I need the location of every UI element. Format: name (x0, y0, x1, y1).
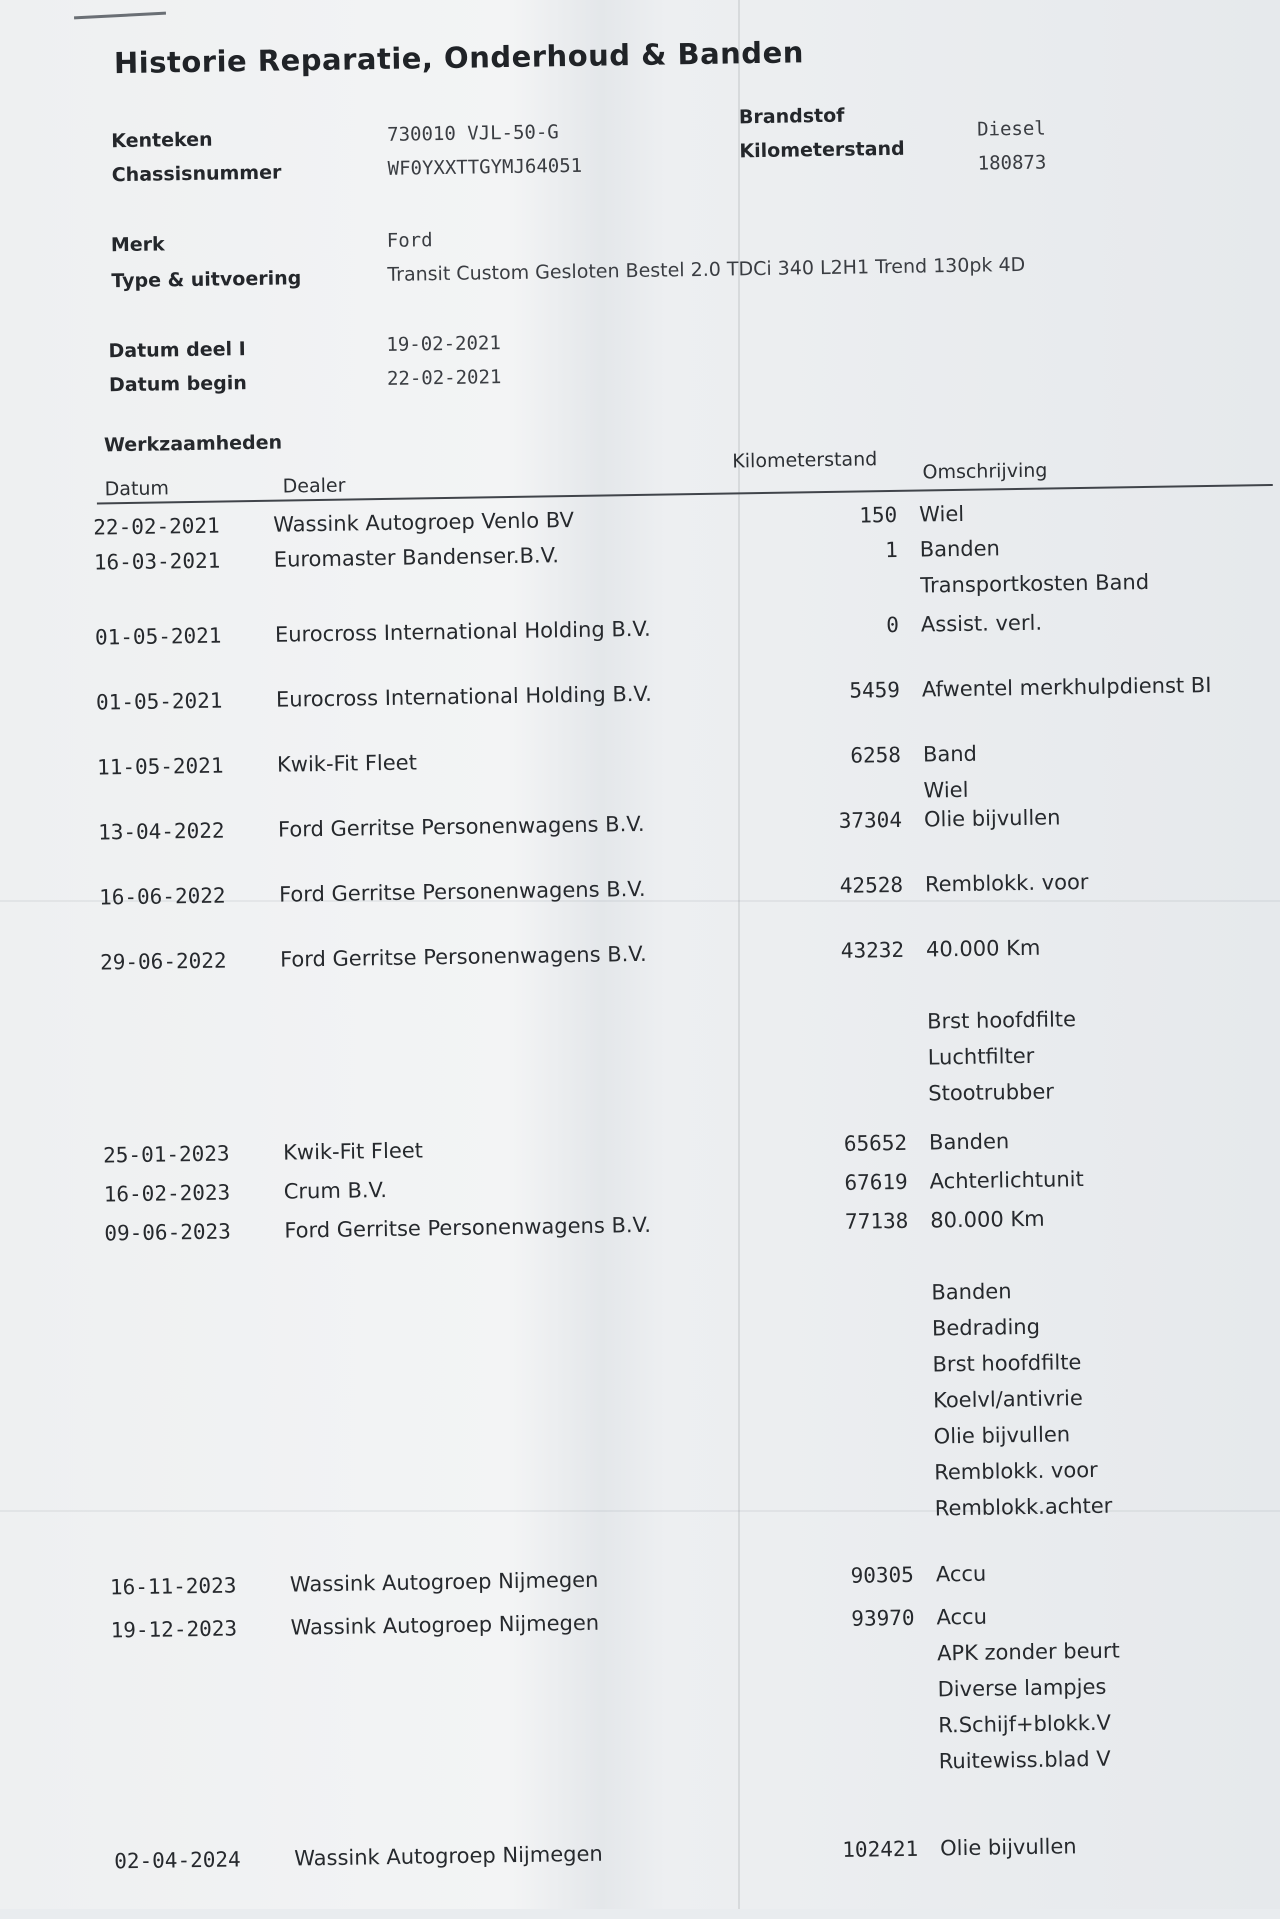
omschrijving-line: APK zonder beurt (936, 1638, 1120, 1666)
row-kilometerstand: 5459 (849, 677, 901, 703)
row-omschrijving (919, 526, 1260, 603)
row-date: 16-02-2023 (103, 1180, 231, 1207)
row-dealer: Ford Gerritse Personenwagens B.V. (284, 1212, 652, 1243)
omschrijving-line: Remblokk. voor (934, 1457, 1098, 1485)
datum-begin-label: Datum begin (108, 372, 247, 397)
table-row (0, 735, 1277, 803)
row-omschrijving (922, 666, 1263, 707)
row-omschrijving (929, 1119, 1270, 1160)
brandstof-label: Brandstof (738, 104, 845, 129)
omschrijving-line: Brst hoofdfilte (932, 1350, 1082, 1377)
omschrijving-line: Band (922, 741, 978, 767)
row-dealer: Kwik-Fit Fleet (282, 1138, 424, 1165)
table-row (10, 1598, 1280, 1774)
row-kilometerstand: 77138 (844, 1208, 909, 1234)
omschrijving-line: R.Schijf+blokk.V (938, 1710, 1112, 1738)
row-dealer: Wassink Autogroep Nijmegen (289, 1567, 599, 1597)
omschrijving-line (926, 962, 1267, 1003)
table-row (3, 1123, 1280, 1168)
row-kilometerstand: 67619 (844, 1169, 908, 1195)
row-kilometerstand: 90305 (850, 1562, 915, 1588)
chassisnummer-value: WF0YXXTTGYMJ64051 (387, 154, 583, 180)
row-kilometerstand: 1 (884, 537, 898, 563)
row-dealer: Kwik-Fit Fleet (276, 750, 418, 777)
omschrijving-line: Assist. verl. (920, 610, 1043, 637)
row-date: 19-12-2023 (110, 1616, 238, 1643)
kenteken-label: Kenteken (111, 128, 213, 153)
table-row (0, 670, 1276, 715)
brandstof-value: Diesel (976, 117, 1046, 141)
row-dealer: Ford Gerritse Personenwagens B.V. (278, 876, 646, 907)
row-kilometerstand: 102421 (842, 1836, 919, 1862)
row-date: 09-06-2023 (104, 1219, 231, 1246)
row-date: 22-02-2021 (93, 513, 220, 540)
row-dealer: Wassink Autogroep Venlo BV (273, 507, 575, 537)
omschrijving-line: Olie bijvullen (933, 1422, 1071, 1449)
kenteken-value: 730010 VJL-50-G (386, 121, 559, 146)
omschrijving-line: Stootrubber (928, 1079, 1055, 1106)
column-header-datum: Datum (104, 477, 170, 501)
omschrijving-line: Transportkosten Band (920, 569, 1150, 598)
row-omschrijving (936, 1551, 1277, 1592)
omschrijving-line: Olie bijvullen (923, 805, 1061, 832)
omschrijving-line: Achterlichtunit (929, 1167, 1084, 1194)
omschrijving-line: Luchtfilter (927, 1043, 1035, 1070)
omschrijving-line: Remblokk.achter (934, 1493, 1113, 1521)
omschrijving-line: Remblokk. voor (924, 869, 1089, 897)
row-date: 29-06-2022 (99, 948, 227, 975)
row-kilometerstand: 43232 (840, 937, 905, 963)
row-date: 01-05-2021 (94, 623, 222, 650)
table-row (14, 1829, 1280, 1874)
omschrijving-line: Wiel (919, 501, 965, 527)
omschrijving-line: Accu (936, 1604, 988, 1630)
row-dealer: Ford Gerritse Personenwagens B.V. (277, 811, 645, 842)
chassisnummer-label: Chassisnummer (111, 161, 282, 187)
omschrijving-line: Ruitewiss.blad V (938, 1746, 1111, 1774)
document-title: Historie Reparatie, Onderhoud & Banden (113, 35, 805, 81)
column-header-kilometerstand: Kilometerstand (732, 448, 878, 473)
row-date: 16-11-2023 (109, 1573, 237, 1600)
row-date: 13-04-2022 (97, 818, 225, 845)
table-row (10, 1555, 1280, 1600)
row-dealer: Eurocross International Holding B.V. (275, 681, 652, 712)
table-row (0, 605, 1275, 650)
omschrijving-line: Banden (928, 1129, 1010, 1155)
merk-value: Ford (386, 229, 433, 252)
row-omschrijving (926, 926, 1269, 1111)
omschrijving-line: Brst hoofdfilte (926, 1007, 1077, 1034)
section-title: Werkzaamheden (103, 431, 283, 457)
omschrijving-line (931, 1233, 1272, 1274)
omschrijving-line: Banden (919, 536, 1001, 562)
row-dealer: Wassink Autogroep Nijmegen (294, 1841, 603, 1871)
row-date: 16-06-2022 (98, 883, 226, 910)
table-row (0, 495, 1273, 540)
row-kilometerstand: 65652 (843, 1130, 908, 1156)
merk-label: Merk (110, 233, 165, 257)
omschrijving-line: 80.000 Km (930, 1206, 1045, 1233)
omschrijving-line: Olie bijvullen (939, 1834, 1077, 1861)
row-omschrijving (925, 861, 1266, 902)
row-omschrijving (924, 796, 1265, 837)
row-date: 11-05-2021 (96, 753, 224, 780)
row-omschrijving (940, 1825, 1280, 1866)
type-uitvoering-value: Transit Custom Gesloten Bestel 2.0 TDCi 340 L2H1 Trend 130pk 4D (387, 253, 1026, 286)
type-uitvoering-label: Type & uitvoering (111, 267, 302, 293)
row-dealer: Eurocross International Holding B.V. (274, 616, 651, 647)
row-kilometerstand: 150 (859, 502, 898, 528)
row-dealer: Wassink Autogroep Nijmegen (290, 1610, 600, 1640)
row-kilometerstand: 37304 (838, 807, 903, 833)
row-dealer: Crum B.V. (283, 1178, 388, 1204)
row-kilometerstand: 42528 (839, 872, 904, 898)
row-dealer: Ford Gerritse Personenwagens B.V. (279, 941, 647, 972)
row-kilometerstand: 93970 (851, 1605, 915, 1631)
row-date: 25-01-2023 (102, 1141, 230, 1168)
row-date: 01-05-2021 (95, 688, 223, 715)
row-omschrijving (929, 1158, 1270, 1199)
row-dealer: Euromaster Bandenser.B.V. (273, 543, 560, 572)
kilometerstand-value: 180873 (977, 151, 1047, 175)
datum-deel-label: Datum deel I (108, 338, 246, 363)
omschrijving-line: Koelvl/antivrie (932, 1386, 1084, 1413)
row-date: 16-03-2021 (93, 548, 221, 575)
row-date: 02-04-2024 (114, 1847, 241, 1874)
kilometerstand-label: Kilometerstand (739, 137, 905, 163)
omschrijving-line: Banden (931, 1279, 1012, 1305)
row-kilometerstand: 6258 (850, 742, 902, 768)
row-omschrijving (930, 1197, 1275, 1526)
row-omschrijving (921, 601, 1262, 642)
omschrijving-line: Afwentel merkhulpdienst BI (921, 672, 1212, 702)
column-header-omschrijving: Omschrijving (922, 459, 1048, 484)
datum-begin-value: 22-02-2021 (386, 366, 502, 390)
omschrijving-line: Bedrading (931, 1314, 1041, 1341)
table-row (0, 800, 1278, 845)
omschrijving-line: Diverse lampjes (937, 1674, 1107, 1702)
omschrijving-line: 40.000 Km (925, 935, 1041, 962)
omschrijving-line: Accu (935, 1561, 987, 1587)
row-omschrijving (936, 1594, 1279, 1779)
column-header-dealer: Dealer (282, 474, 346, 498)
datum-deel-value: 19-02-2021 (386, 332, 502, 356)
table-row (0, 930, 1280, 1106)
table-row (0, 865, 1279, 910)
row-kilometerstand: 0 (886, 612, 900, 638)
omschrijving-line: Wiel (923, 777, 969, 803)
